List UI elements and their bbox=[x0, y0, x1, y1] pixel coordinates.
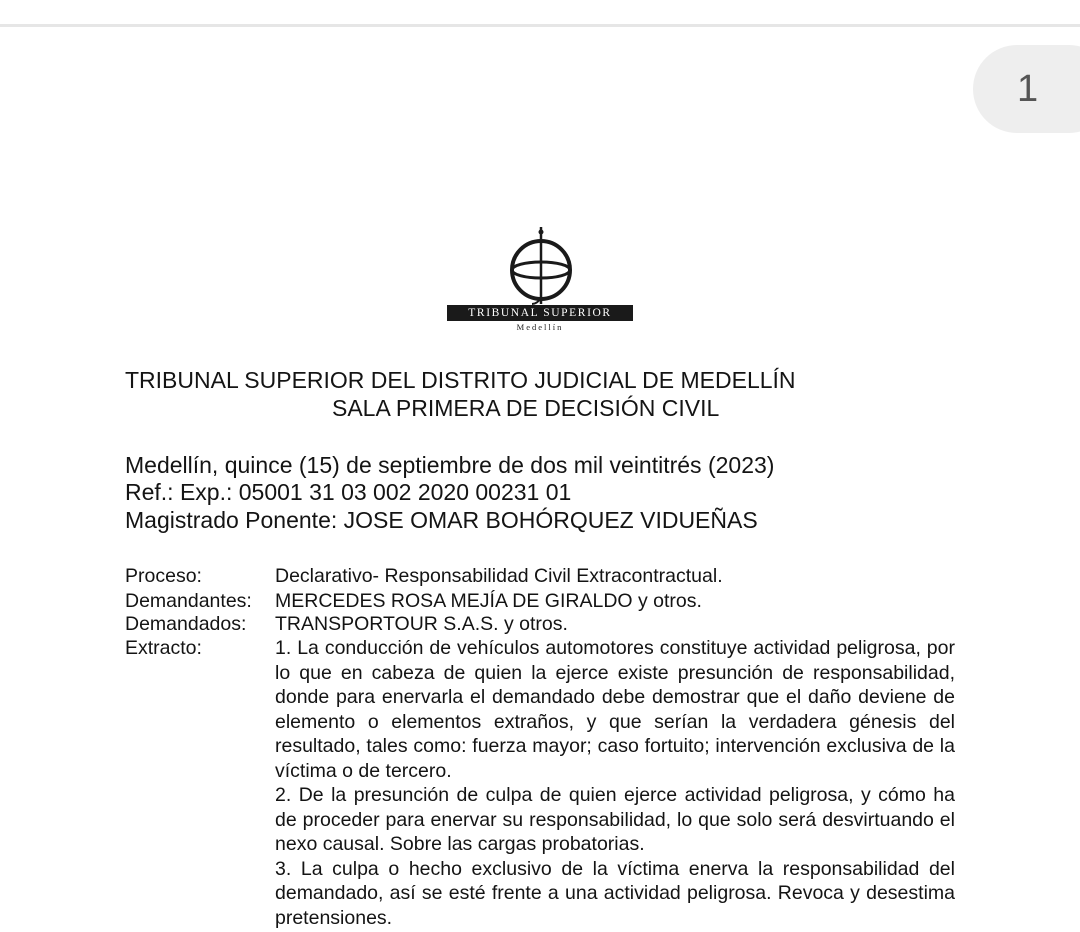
process-label: Proceso: bbox=[125, 565, 202, 587]
extract-paragraph: 2. De la presunción de culpa de quien ejerce actividad peligrosa, y cómo ha de proceder para enervar su responsabilidad, lo que solo será desvirtuando el nexo causal. Sobre las cargas probatorias. bbox=[275, 784, 955, 855]
top-divider bbox=[0, 24, 1080, 27]
chamber-title: SALA PRIMERA DE DECISIÓN CIVIL bbox=[332, 395, 720, 421]
page-number-badge[interactable] bbox=[973, 45, 1080, 133]
case-reference: Ref.: Exp.: 05001 31 03 002 2020 00231 01 bbox=[125, 479, 572, 505]
logo-band-text: TRIBUNAL SUPERIOR bbox=[447, 305, 633, 321]
extract-paragraph: 3. La culpa o hecho exclusivo de la víctima enerva la responsabilidad del demandado, así se esté frente a una actividad peligrosa. Revoca y desestima pretensiones. bbox=[275, 857, 955, 929]
logo-city: Medellín bbox=[516, 322, 564, 332]
page-number: 1 bbox=[1017, 68, 1039, 110]
extract-body bbox=[275, 636, 955, 930]
presiding-judge: Magistrado Ponente: JOSE OMAR BOHÓRQUEZ VIDUEÑAS bbox=[125, 507, 758, 533]
defendants-value: TRANSPORTOUR S.A.S. y otros. bbox=[275, 613, 568, 635]
tribunal-logo bbox=[446, 224, 636, 339]
tribunal-emblem-icon bbox=[446, 224, 636, 306]
court-title: TRIBUNAL SUPERIOR DEL DISTRITO JUDICIAL DE MEDELLÍN bbox=[125, 367, 796, 393]
defendants-label: Demandados: bbox=[125, 613, 247, 635]
plaintiffs-label: Demandantes: bbox=[125, 590, 252, 612]
extract-paragraph: 1. La conducción de vehículos automotores constituye actividad peligrosa, por lo que en cabeza de quien la ejerce existe presunción de responsabilidad, donde para enervarla el demandado debe demostrar que el daño deviene de elemento o elementos extraños, y que serían la verdadera génesis del resultado, tales como: fuerza mayor; caso fortuito; intervención exclusiva de la víctima o de tercero. bbox=[275, 637, 955, 782]
document-date: Medellín, quince (15) de septiembre de dos mil veintitrés (2023) bbox=[125, 452, 775, 478]
plaintiffs-value: MERCEDES ROSA MEJÍA DE GIRALDO y otros. bbox=[275, 590, 702, 612]
process-value: Declarativo- Responsabilidad Civil Extracontractual. bbox=[275, 565, 723, 587]
extract-label: Extracto: bbox=[125, 637, 202, 659]
